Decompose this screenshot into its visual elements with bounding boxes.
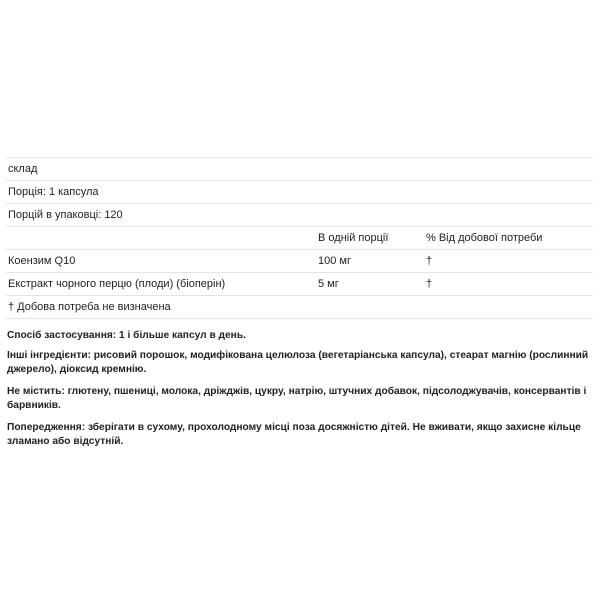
ingredient-row — [6, 273, 593, 296]
does-not-contain-note: Не містить: глютену, пшениці, молока, дріжджів, цукру, натрію, штучних добавок, підсолоджувачів, консервантів і барвників. — [7, 386, 587, 411]
amount-per-serving-header: В одній порції — [318, 232, 389, 244]
column-header-row — [6, 227, 593, 250]
footnote-row — [6, 296, 593, 319]
ingredient-amount: 5 мг — [318, 278, 339, 290]
warning-note: Попередження: зберігати в сухому, прохолодному місці поза досяжністю дітей. Не вживати, якщо захисне кільце зламано або відсутній. — [7, 422, 581, 447]
ingredient-name: Коензим Q10 — [8, 255, 76, 267]
serving-size: Порція: 1 капсула — [8, 186, 99, 198]
ingredient-row — [6, 250, 593, 273]
serving-size-row — [6, 181, 593, 204]
ingredient-daily-value: † — [426, 278, 433, 290]
daily-value-header: % Від добової потреби — [426, 232, 543, 244]
ingredient-name: Екстракт чорного перцю (плоди) (біоперін) — [8, 278, 226, 290]
supplement-facts-table — [6, 157, 593, 319]
ingredient-amount: 100 мг — [318, 255, 351, 267]
ingredient-daily-value: † — [426, 255, 433, 267]
usage-note: Спосіб застосування: 1 і більше капсул в день. — [7, 330, 246, 341]
product-notes — [7, 329, 592, 457]
servings-per-container: Порцій в упаковці: 120 — [8, 209, 123, 221]
facts-title-row — [6, 158, 593, 181]
other-ingredients-note: Інші інгредієнти: рисовий порошок, модифікована целюлоза (вегетаріанська капсула), стеарат магнію (рослинний джерело), діоксид кремнію. — [7, 350, 589, 375]
facts-title: склад — [8, 163, 38, 175]
daily-value-footnote: † Добова потреба не визначена — [8, 301, 171, 313]
servings-per-container-row — [6, 204, 593, 227]
